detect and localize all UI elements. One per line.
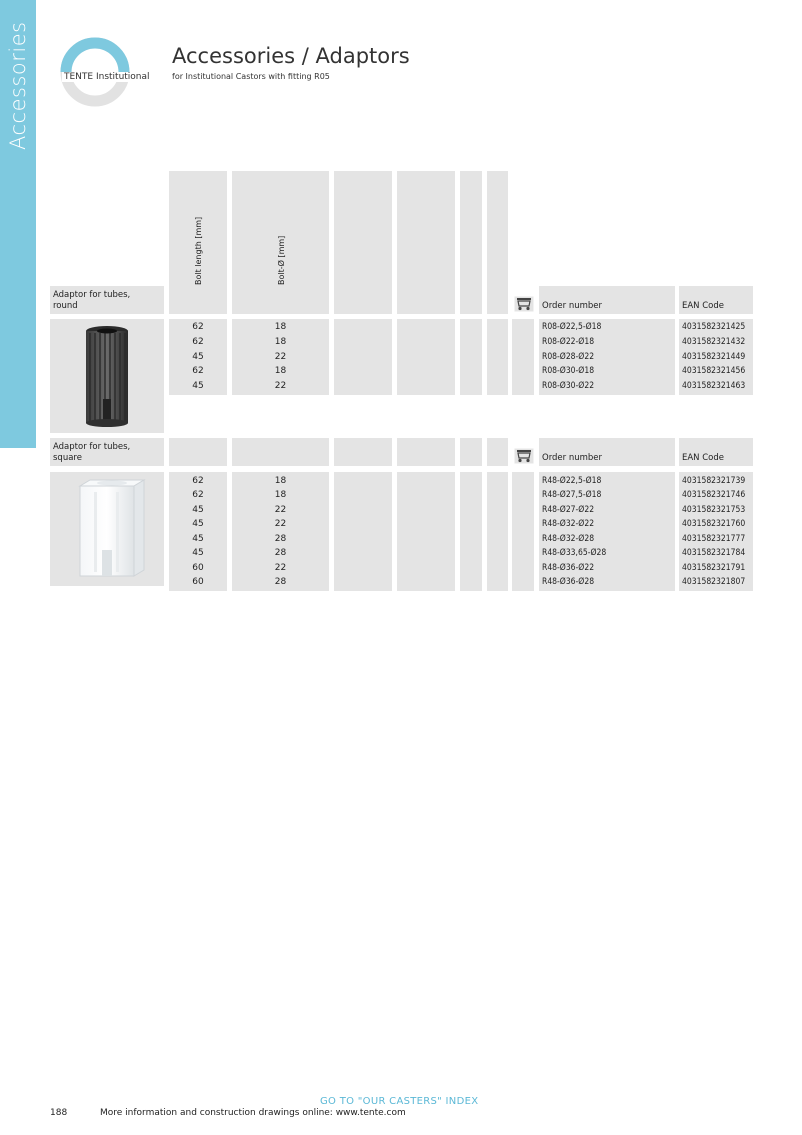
table-row-ean: 4031582321777	[682, 534, 746, 544]
table-row-order-number: R48-Ø27,5-Ø18	[542, 490, 602, 500]
table-row-ean: 4031582321456	[682, 366, 746, 376]
sidebar-label: Accessories	[6, 21, 30, 150]
table-row-order-number: R08-Ø28-Ø22	[542, 352, 595, 362]
table-row-order-number: R08-Ø22-Ø18	[542, 337, 595, 347]
table-row-order-number: R48-Ø36-Ø22	[542, 563, 595, 573]
ean-header: EAN Code	[682, 301, 725, 311]
table-row-order-number: R48-Ø36-Ø28	[542, 577, 595, 587]
table-row-bolt-diameter: 22	[274, 381, 287, 391]
table-row-bolt-diameter: 18	[274, 337, 287, 347]
square-header-bolt-diameter	[232, 438, 329, 466]
table-row-ean: 4031582321432	[682, 337, 746, 347]
table-row-order-number: R48-Ø22,5-Ø18	[542, 476, 602, 486]
square-header-blank-3	[460, 438, 482, 466]
square-cart-cell	[512, 472, 534, 591]
table-row-ean: 4031582321807	[682, 577, 746, 587]
order-number-header: Order number	[542, 301, 603, 311]
table-row-bolt-length: 62	[192, 322, 204, 332]
order-number-header: Order number	[542, 453, 603, 463]
table-row-bolt-diameter: 22	[274, 563, 287, 573]
section-title-line1: Adaptor for tubes,	[53, 442, 131, 452]
square-header-blank-1	[334, 438, 392, 466]
table-row-bolt-diameter: 28	[274, 577, 287, 587]
bolt-length-label: Bolt length [mm]	[194, 216, 203, 285]
table-row-bolt-diameter: 18	[274, 366, 287, 376]
table-row-bolt-diameter: 28	[274, 534, 287, 544]
round-adaptor-image	[50, 319, 164, 433]
table-row-bolt-diameter: 22	[274, 505, 287, 515]
table-row-bolt-diameter: 28	[274, 548, 287, 558]
table-row-order-number: R48-Ø32-Ø28	[542, 534, 595, 544]
table-row-bolt-diameter: 18	[274, 490, 287, 500]
page-subtitle: for Institutional Castors with fitting R05	[172, 72, 330, 81]
page-title: Accessories / Adaptors	[172, 44, 410, 68]
round-blank-cell-4	[487, 319, 508, 395]
col-header-blank-3	[460, 171, 482, 314]
section-title-line1: Adaptor for tubes,	[53, 290, 131, 300]
table-row-bolt-length: 60	[192, 577, 204, 587]
table-row-bolt-diameter: 18	[274, 476, 287, 486]
square-header-blank-4	[487, 438, 508, 466]
section-title-line2: round	[53, 301, 78, 311]
round-blank-cell-3	[460, 319, 482, 395]
table-row-bolt-diameter: 22	[274, 519, 287, 529]
table-row-order-number: R08-Ø22,5-Ø18	[542, 322, 602, 332]
table-row-order-number: R48-Ø27-Ø22	[542, 505, 595, 515]
round-cart-cell	[512, 319, 534, 395]
table-row-bolt-length: 62	[192, 490, 204, 500]
table-row-bolt-length: 45	[192, 534, 204, 544]
table-row-bolt-length: 45	[192, 548, 204, 558]
table-row-order-number: R08-Ø30-Ø22	[542, 381, 595, 391]
table-row-ean: 4031582321746	[682, 490, 746, 500]
table-row-bolt-length: 45	[192, 505, 204, 515]
table-row-ean: 4031582321739	[682, 476, 746, 486]
square-blank-cell-1	[334, 472, 392, 591]
casters-index-link[interactable]: GO TO "OUR CASTERS" INDEX	[320, 1096, 479, 1107]
table-row-bolt-length: 62	[192, 337, 204, 347]
table-row-ean: 4031582321753	[682, 505, 746, 515]
square-adaptor-image	[50, 472, 164, 586]
table-row-ean: 4031582321463	[682, 381, 746, 391]
square-blank-cell-3	[460, 472, 482, 591]
table-row-bolt-length: 45	[192, 519, 204, 529]
ean-header: EAN Code	[682, 453, 725, 463]
col-header-blank-1	[334, 171, 392, 314]
section-title-line2: square	[53, 453, 82, 463]
cart-icon	[514, 296, 534, 312]
table-row-bolt-diameter: 22	[274, 352, 287, 362]
logo-text: TENTE Institutional	[64, 72, 150, 82]
table-row-ean: 4031582321449	[682, 352, 746, 362]
cart-icon	[514, 448, 534, 464]
table-row-ean: 4031582321760	[682, 519, 746, 529]
table-row-bolt-length: 45	[192, 381, 204, 391]
table-row-order-number: R48-Ø32-Ø22	[542, 519, 595, 529]
table-row-bolt-length: 62	[192, 476, 204, 486]
square-blank-cell-4	[487, 472, 508, 591]
col-header-blank-2	[397, 171, 455, 314]
round-blank-cell-1	[334, 319, 392, 395]
footer-info: More information and construction drawings online: www.tente.com	[100, 1108, 406, 1118]
table-row-order-number: R08-Ø30-Ø18	[542, 366, 595, 376]
table-row-ean: 4031582321791	[682, 563, 746, 573]
table-row-bolt-length: 45	[192, 352, 204, 362]
table-row-bolt-length: 62	[192, 366, 204, 376]
table-row-bolt-diameter: 18	[274, 322, 287, 332]
table-row-order-number: R48-Ø33,65-Ø28	[542, 548, 607, 558]
table-row-ean: 4031582321425	[682, 322, 746, 332]
square-header-bolt-length	[169, 438, 227, 466]
table-row-ean: 4031582321784	[682, 548, 746, 558]
table-row-bolt-length: 60	[192, 563, 204, 573]
square-header-blank-2	[397, 438, 455, 466]
page-number: 188	[50, 1108, 68, 1118]
square-blank-cell-2	[397, 472, 455, 591]
round-blank-cell-2	[397, 319, 455, 395]
bolt-diameter-label: Bolt-Ø [mm]	[277, 235, 286, 285]
col-header-blank-4	[487, 171, 508, 314]
